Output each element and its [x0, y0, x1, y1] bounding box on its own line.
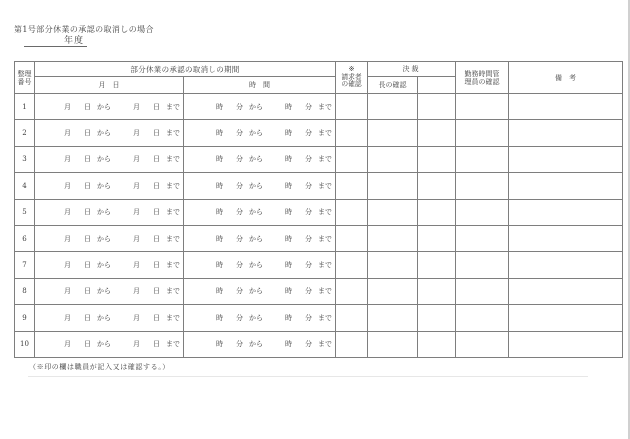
time-part-label: まで: [318, 129, 333, 138]
approval-blank-cell: [418, 331, 456, 357]
time-part-label: まで: [318, 234, 333, 243]
date-part-label: 日: [84, 313, 91, 322]
time-part-label: 時: [216, 208, 224, 217]
time-part-label: 時: [216, 102, 224, 111]
remarks-cell: [509, 199, 623, 225]
date-part-label: 月: [64, 287, 71, 296]
date-part-label: 月: [133, 208, 140, 217]
row-number-cell: 5: [15, 199, 35, 225]
time-part-label: 時: [285, 287, 293, 296]
time-part-label: 分: [305, 287, 313, 296]
manager-confirmation-cell: [456, 120, 509, 146]
time-part-label: 分: [305, 313, 313, 322]
table-row: [15, 120, 623, 146]
date-part-label: から: [97, 287, 111, 296]
date-range-cell: [35, 305, 184, 331]
time-part-label: 分: [236, 208, 244, 217]
chief-confirmation-cell: [368, 199, 418, 225]
date-part-label: まで: [166, 261, 180, 270]
approval-blank-cell: [418, 120, 456, 146]
header-serial-line1: 整理: [17, 69, 32, 78]
time-part-label: まで: [318, 261, 333, 270]
remarks-cell: [509, 225, 623, 251]
date-part-label: から: [97, 102, 111, 111]
requester-confirmation-cell: [336, 94, 368, 120]
date-part-label: 日: [153, 234, 160, 243]
time-part-label: 分: [236, 155, 244, 164]
approval-blank-cell: [418, 252, 456, 278]
time-part-label: まで: [318, 287, 333, 296]
date-part-label: 日: [84, 208, 91, 217]
date-part-label: から: [97, 208, 111, 217]
remarks-cell: [509, 331, 623, 357]
table-row: [15, 146, 623, 172]
date-part-label: から: [97, 181, 111, 190]
time-part-label: から: [249, 208, 264, 217]
time-part-label: 時: [285, 208, 293, 217]
approval-blank-cell: [418, 146, 456, 172]
header-requester-confirmation: [336, 62, 368, 94]
time-part-label: 時: [285, 313, 293, 322]
header-cancellation-period: 部分休業の承認の取消しの期間: [35, 62, 336, 77]
table-row: [15, 225, 623, 251]
date-part-label: から: [97, 340, 111, 349]
row-number-cell: 10: [15, 331, 35, 357]
time-part-label: から: [249, 340, 264, 349]
date-part-label: 日: [153, 102, 160, 111]
date-part-label: から: [97, 155, 111, 164]
table-row: [15, 278, 623, 304]
time-part-label: から: [249, 181, 264, 190]
chief-confirmation-cell: [368, 331, 418, 357]
header-row-1: [15, 62, 623, 77]
requester-confirmation-cell: [336, 146, 368, 172]
time-range-cell: [184, 173, 336, 199]
header-serial-line2: 番号: [17, 77, 32, 86]
approval-blank-cell: [418, 305, 456, 331]
time-range-cell: [184, 278, 336, 304]
time-part-label: 分: [305, 129, 313, 138]
date-part-label: から: [97, 313, 111, 322]
row-number-cell: 6: [15, 225, 35, 251]
time-part-label: 分: [305, 102, 313, 111]
manager-confirmation-cell: [456, 173, 509, 199]
date-range-cell: [35, 225, 184, 251]
chief-confirmation-cell: [368, 252, 418, 278]
time-range-cell: [184, 146, 336, 172]
date-part-label: 日: [84, 340, 91, 349]
requester-confirmation-cell: [336, 331, 368, 357]
header-manager-line2: 理員の確認: [464, 77, 500, 86]
requester-confirmation-cell: [336, 225, 368, 251]
approval-blank-cell: [418, 199, 456, 225]
time-part-label: まで: [318, 208, 333, 217]
table-row: [15, 173, 623, 199]
date-part-label: 月: [133, 129, 140, 138]
date-part-label: 日: [153, 208, 160, 217]
header-requester-line3: の確認: [341, 80, 362, 89]
header-manager-line1: 勤務時間管: [464, 69, 500, 78]
manager-confirmation-cell: [456, 225, 509, 251]
time-part-label: 分: [236, 129, 244, 138]
time-part-label: 分: [236, 234, 244, 243]
time-part-label: から: [249, 313, 264, 322]
manager-confirmation-cell: [456, 331, 509, 357]
time-part-label: 時: [285, 340, 293, 349]
scan-artifact-line: [28, 376, 588, 377]
date-part-label: まで: [166, 102, 180, 111]
time-part-label: 時: [216, 340, 224, 349]
time-part-label: 時: [216, 287, 224, 296]
leave-cancellation-table: [14, 61, 623, 358]
time-part-label: から: [249, 287, 264, 296]
date-part-label: 日: [84, 155, 91, 164]
table-row: [15, 94, 623, 120]
header-approval: 決裁: [368, 62, 456, 77]
manager-confirmation-cell: [456, 94, 509, 120]
date-part-label: 月: [64, 181, 71, 190]
time-part-label: まで: [318, 181, 333, 190]
time-part-label: 分: [305, 261, 313, 270]
header-work-time-manager: [456, 62, 509, 94]
date-part-label: 月: [133, 181, 140, 190]
date-part-label: 月: [64, 340, 71, 349]
time-part-label: 分: [236, 261, 244, 270]
table-body: [15, 94, 623, 358]
date-part-label: まで: [166, 155, 180, 164]
date-part-label: 月: [64, 155, 71, 164]
date-part-label: 月: [133, 313, 140, 322]
time-part-label: 分: [236, 287, 244, 296]
approval-blank-cell: [418, 225, 456, 251]
approval-blank-cell: [418, 173, 456, 199]
time-part-label: 分: [236, 313, 244, 322]
header-time: 時 間: [184, 77, 336, 94]
date-part-label: 月: [133, 287, 140, 296]
row-number-cell: 2: [15, 120, 35, 146]
remarks-cell: [509, 252, 623, 278]
remarks-cell: [509, 94, 623, 120]
date-part-label: 月: [133, 155, 140, 164]
date-part-label: 日: [84, 129, 91, 138]
requester-confirmation-cell: [336, 252, 368, 278]
time-part-label: から: [249, 234, 264, 243]
date-part-label: まで: [166, 208, 180, 217]
header-requester-line2: 請求者: [341, 72, 362, 81]
date-part-label: 月: [64, 208, 71, 217]
approval-blank-cell: [418, 278, 456, 304]
time-part-label: から: [249, 102, 264, 111]
requester-confirmation-cell: [336, 173, 368, 199]
header-serial-number: [15, 62, 35, 94]
date-range-cell: [35, 199, 184, 225]
time-part-label: 分: [305, 234, 313, 243]
time-range-cell: [184, 305, 336, 331]
row-number-cell: 4: [15, 173, 35, 199]
date-part-label: 日: [84, 234, 91, 243]
asterisk-mark: ※: [348, 65, 355, 74]
date-range-cell: [35, 173, 184, 199]
time-range-cell: [184, 199, 336, 225]
time-part-label: 時: [285, 234, 293, 243]
chief-confirmation-cell: [368, 305, 418, 331]
chief-confirmation-cell: [368, 173, 418, 199]
date-part-label: 月: [64, 261, 71, 270]
time-part-label: 時: [285, 155, 293, 164]
approval-blank-cell: [418, 94, 456, 120]
date-range-cell: [35, 120, 184, 146]
time-part-label: 時: [216, 313, 224, 322]
header-approval-blank: [418, 77, 456, 94]
date-part-label: 月: [133, 102, 140, 111]
row-number-cell: 1: [15, 94, 35, 120]
date-part-label: 月: [64, 313, 71, 322]
time-part-label: 分: [305, 340, 313, 349]
header-month-day: 月 日: [35, 77, 184, 94]
time-part-label: から: [249, 129, 264, 138]
chief-confirmation-cell: [368, 146, 418, 172]
requester-confirmation-cell: [336, 278, 368, 304]
date-part-label: 日: [84, 102, 91, 111]
time-part-label: まで: [318, 155, 333, 164]
header-chief-confirmation: 長の確認: [368, 77, 418, 94]
row-number-cell: 8: [15, 278, 35, 304]
time-part-label: 分: [236, 340, 244, 349]
date-part-label: 日: [84, 287, 91, 296]
date-part-label: 日: [153, 313, 160, 322]
date-part-label: 日: [153, 155, 160, 164]
date-range-cell: [35, 252, 184, 278]
header-remarks: 備 考: [509, 62, 623, 94]
time-part-label: まで: [318, 102, 333, 111]
time-part-label: まで: [318, 340, 333, 349]
date-range-cell: [35, 146, 184, 172]
date-part-label: 月: [133, 234, 140, 243]
date-part-label: 日: [153, 181, 160, 190]
time-range-cell: [184, 120, 336, 146]
time-part-label: から: [249, 261, 264, 270]
date-part-label: 月: [133, 261, 140, 270]
chief-confirmation-cell: [368, 278, 418, 304]
date-part-label: 日: [84, 261, 91, 270]
time-range-cell: [184, 225, 336, 251]
requester-confirmation-cell: [336, 305, 368, 331]
time-part-label: 時: [216, 261, 224, 270]
date-part-label: 日: [153, 287, 160, 296]
remarks-cell: [509, 120, 623, 146]
date-part-label: から: [97, 129, 111, 138]
date-part-label: まで: [166, 234, 180, 243]
date-part-label: まで: [166, 313, 180, 322]
date-part-label: 日: [153, 261, 160, 270]
table-row: [15, 331, 623, 357]
time-range-cell: [184, 94, 336, 120]
time-part-label: 分: [236, 181, 244, 190]
date-range-cell: [35, 331, 184, 357]
time-part-label: 時: [216, 129, 224, 138]
time-part-label: から: [249, 155, 264, 164]
time-part-label: まで: [318, 313, 333, 322]
table-row: [15, 252, 623, 278]
remarks-cell: [509, 146, 623, 172]
time-part-label: 時: [285, 102, 293, 111]
fiscal-year-label: 年度: [63, 36, 84, 46]
date-part-label: 月: [64, 102, 71, 111]
fiscal-year-blank: [24, 35, 87, 47]
row-number-cell: 3: [15, 146, 35, 172]
row-number-cell: 7: [15, 252, 35, 278]
time-part-label: 分: [236, 102, 244, 111]
manager-confirmation-cell: [456, 305, 509, 331]
manager-confirmation-cell: [456, 199, 509, 225]
time-part-label: 時: [216, 155, 224, 164]
chief-confirmation-cell: [368, 94, 418, 120]
requester-confirmation-cell: [336, 199, 368, 225]
row-number-cell: 9: [15, 305, 35, 331]
time-range-cell: [184, 252, 336, 278]
chief-confirmation-cell: [368, 225, 418, 251]
date-part-label: から: [97, 261, 111, 270]
date-part-label: まで: [166, 340, 180, 349]
date-part-label: まで: [166, 129, 180, 138]
date-part-label: 月: [64, 234, 71, 243]
manager-confirmation-cell: [456, 278, 509, 304]
date-part-label: 日: [84, 181, 91, 190]
time-part-label: 分: [305, 208, 313, 217]
date-range-cell: [35, 278, 184, 304]
remarks-cell: [509, 305, 623, 331]
time-part-label: 分: [305, 181, 313, 190]
date-part-label: 月: [133, 340, 140, 349]
date-part-label: 日: [153, 129, 160, 138]
date-part-label: 月: [64, 129, 71, 138]
time-part-label: 時: [285, 261, 293, 270]
table-row: [15, 199, 623, 225]
chief-confirmation-cell: [368, 120, 418, 146]
date-part-label: 日: [153, 340, 160, 349]
time-part-label: 時: [285, 181, 293, 190]
date-part-label: まで: [166, 287, 180, 296]
time-part-label: 時: [216, 181, 224, 190]
manager-confirmation-cell: [456, 146, 509, 172]
form-title: 第1号部分休業の承認の取消しの場合: [14, 25, 154, 34]
time-part-label: 時: [216, 234, 224, 243]
footnote: （※印の欄は職員が記入又は確認する。）: [29, 363, 170, 371]
remarks-cell: [509, 278, 623, 304]
remarks-cell: [509, 173, 623, 199]
table-row: [15, 305, 623, 331]
time-range-cell: [184, 331, 336, 357]
date-part-label: から: [97, 234, 111, 243]
requester-confirmation-cell: [336, 120, 368, 146]
time-part-label: 時: [285, 129, 293, 138]
date-range-cell: [35, 94, 184, 120]
date-part-label: まで: [166, 181, 180, 190]
time-part-label: 分: [305, 155, 313, 164]
manager-confirmation-cell: [456, 252, 509, 278]
